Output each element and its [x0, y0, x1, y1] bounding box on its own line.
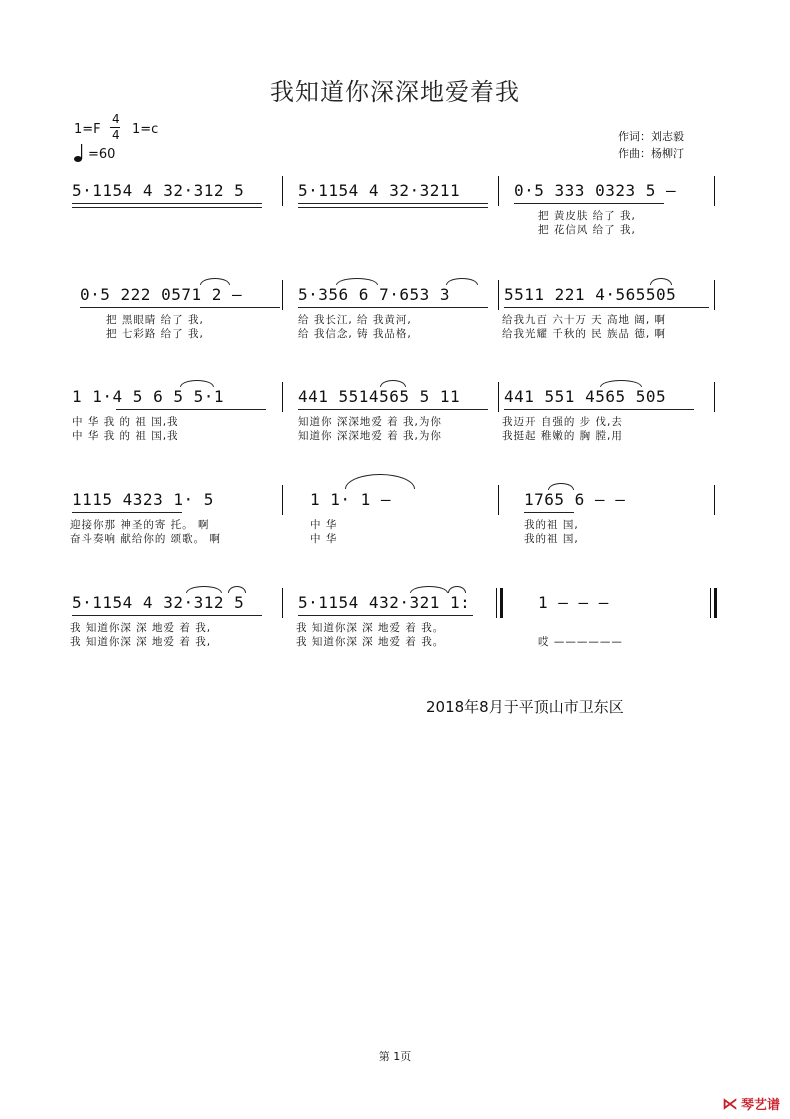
lyrics-row4-m3-v1: 我的祖 国,: [524, 519, 579, 531]
barline: [498, 382, 499, 412]
underline: [514, 203, 664, 204]
lyrics-row5-m3-v1: 哎 ——————: [538, 636, 623, 648]
lyrics-row5-m1-v2: 我 知道你深 深 地爱 着 我,: [70, 636, 212, 648]
lyrics-row3-m1-v2: 中 华 我 的 祖 国,我: [72, 430, 179, 442]
lyrics-row3-m3-v1: 我迈开 自强的 步 伐,去: [502, 416, 623, 428]
underline: [80, 307, 280, 308]
barline: [498, 485, 499, 515]
quarter-note-icon: [74, 144, 84, 162]
slur: [200, 278, 230, 285]
barline: [714, 485, 715, 515]
lyrics-row2-m1-v2: 把 七彩路 给了 我,: [106, 328, 204, 340]
barline: [498, 176, 499, 206]
barline: [282, 280, 283, 310]
notes-row1-m2: 5·1154 4 32·3211: [298, 181, 461, 200]
notes-row2-m3: 5511 221 4·565505: [504, 285, 677, 304]
alt-key: 1=c: [132, 122, 159, 137]
lyrics-row4-m1-v1: 迎接你那 神圣的寄 托。 啊: [70, 519, 210, 531]
barline: [282, 382, 283, 412]
slur: [650, 278, 672, 285]
lyrics-row2-m3-v1: 给我九百 六十万 天 高地 阔, 啊: [502, 314, 667, 326]
lyrics-row4-m2-v2: 中 华: [310, 533, 338, 545]
page-title: 我知道你深深地爱着我: [270, 78, 520, 106]
lyrics-row4-m3-v2: 我的祖 国,: [524, 533, 579, 545]
underline: [72, 207, 262, 208]
notes-row3-m1: 1 1·4 5 6 5 5·1: [72, 387, 224, 406]
underline: [298, 207, 488, 208]
lyrics-row3-m3-v2: 我挺起 稚嫩的 胸 膛,用: [502, 430, 623, 442]
underline: [504, 409, 694, 410]
notes-row1-m3: 0·5 333 0323 5 –: [514, 181, 677, 200]
repeat-barline: [500, 588, 503, 618]
notes-row5-m3: 1 – – –: [538, 593, 609, 612]
underline: [298, 409, 488, 410]
tempo: =60: [88, 147, 116, 162]
slur: [186, 586, 222, 593]
notes-row4-m2: 1 1· 1 –: [310, 490, 392, 509]
final-barline: [714, 588, 717, 618]
notes-row4-m3: 1765 6 – –: [524, 490, 626, 509]
composer-credit: 作曲：杨柳汀: [618, 147, 684, 160]
time-signature-numerator: 4: [112, 112, 120, 126]
underline: [72, 512, 182, 513]
lyrics-row3-m2-v1: 知道你 深深地爱 着 我,为你: [298, 416, 442, 428]
notes-row5-m2: 5·1154 432·321 1:: [298, 593, 471, 612]
notes-row5-m1: 5·1154 4 32·312 5: [72, 593, 245, 612]
lyrics-row1-v1: 把 黄皮肤 给了 我,: [538, 210, 636, 222]
slur: [410, 586, 448, 593]
lyrics-row4-m1-v2: 奋斗奏响 献给你的 颂歌。 啊: [70, 533, 222, 545]
slur: [336, 278, 378, 285]
barline: [282, 176, 283, 206]
lyrics-row2-m2-v2: 给 我信念, 铸 我品格,: [298, 328, 412, 340]
barline: [714, 280, 715, 310]
slur: [548, 483, 574, 490]
underline: [504, 307, 709, 308]
lyrics-row3-m2-v2: 知道你 深深地爱 着 我,为你: [298, 430, 442, 442]
notes-row3-m3: 441 551 4565 505: [504, 387, 667, 406]
underline: [298, 307, 488, 308]
barline: [714, 176, 715, 206]
barline: [496, 588, 497, 618]
underline: [116, 409, 266, 410]
barline: [282, 588, 283, 618]
key-signature: 1=F: [74, 122, 101, 137]
lyrics-row3-m1-v1: 中 华 我 的 祖 国,我: [72, 416, 179, 428]
lyrics-row2-m2-v1: 给 我长江, 给 我黄河,: [298, 314, 412, 326]
slur: [345, 474, 415, 489]
slur: [380, 380, 406, 387]
lyrics-row2-m3-v2: 给我光耀 千秋的 民 族品 德, 啊: [502, 328, 667, 340]
underline: [298, 203, 488, 204]
lyrics-row1-v2: 把 花信风 给了 我,: [538, 224, 636, 236]
slur: [448, 586, 466, 593]
logo-icon: ⋉: [721, 1094, 738, 1113]
slur: [180, 380, 214, 387]
page-number: 第 1页: [378, 1050, 412, 1063]
slur: [446, 278, 478, 285]
lyricist-credit: 作词：刘志毅: [618, 130, 684, 143]
notes-row2-m1: 0·5 222 0571 2 –: [80, 285, 243, 304]
underline: [72, 203, 262, 204]
date-place: 2018年8月于平顶山市卫东区: [426, 698, 624, 716]
site-logo: [722, 1094, 780, 1113]
lyrics-row5-m1-v1: 我 知道你深 深 地爱 着 我,: [70, 622, 212, 634]
time-signature-denominator: 4: [112, 128, 120, 142]
lyrics-row4-m2-v1: 中 华: [310, 519, 338, 531]
barline: [714, 382, 715, 412]
lyrics-row5-m2-v2: 我 知道你深 深 地爱 着 我。: [296, 636, 445, 648]
barline: [282, 485, 283, 515]
notes-row3-m2: 441 5514565 5 11: [298, 387, 461, 406]
notes-row1-m1: 5·1154 4 32·312 5: [72, 181, 245, 200]
barline: [498, 280, 499, 310]
logo-text: 琴艺谱: [740, 1098, 780, 1113]
slur: [600, 380, 642, 387]
underline: [524, 512, 574, 513]
slur: [228, 586, 246, 593]
underline: [298, 615, 473, 616]
notes-row2-m2: 5·356 6 7·653 3: [298, 285, 450, 304]
lyrics-row2-m1-v1: 把 黑眼睛 给了 我,: [106, 314, 204, 326]
barline: [710, 588, 711, 618]
lyrics-row5-m2-v1: 我 知道你深 深 地爱 着 我。: [296, 622, 445, 634]
notes-row4-m1: 1115 4323 1· 5: [72, 490, 214, 509]
underline: [72, 615, 262, 616]
